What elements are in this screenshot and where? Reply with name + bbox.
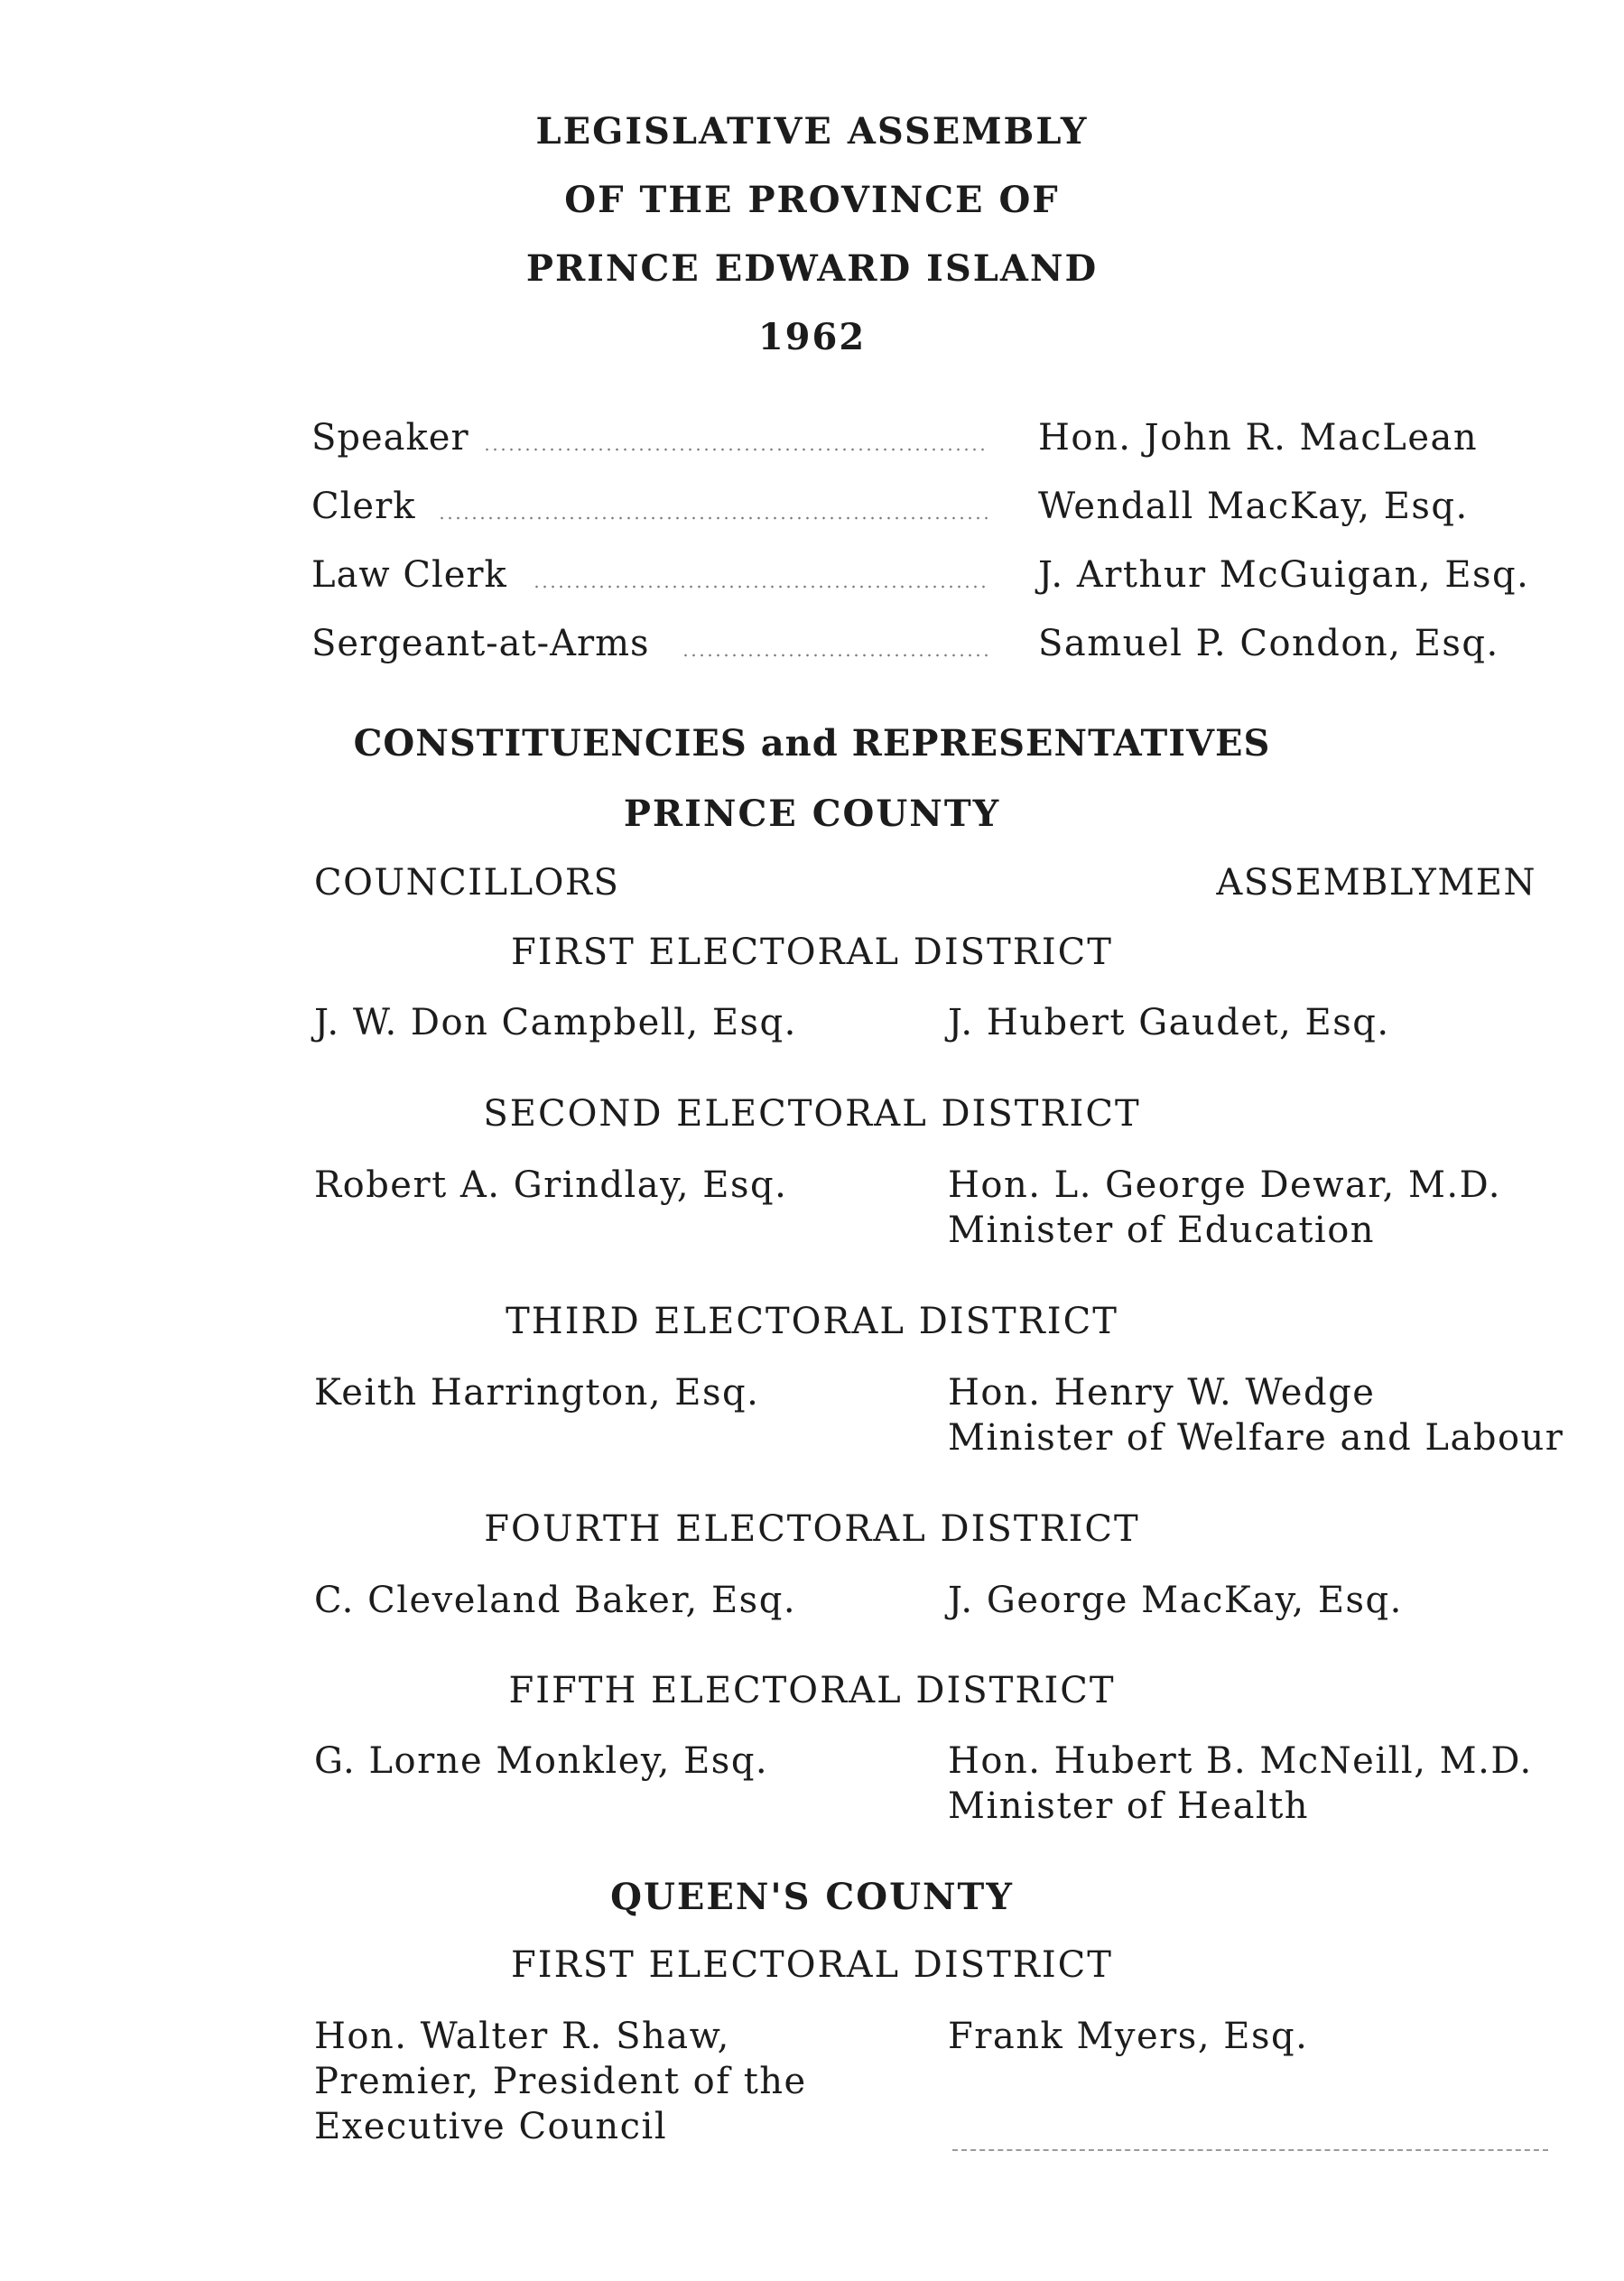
councillor-name: Robert A. Grindlay, Esq. <box>314 1164 788 1206</box>
officer-row-clerk <box>311 486 1539 533</box>
officer-name: Samuel P. Condon, Esq. <box>1038 623 1499 664</box>
assemblyman-role: Minister of Health <box>948 1785 1310 1827</box>
councillor-name: J. W. Don Campbell, Esq. <box>314 1002 797 1043</box>
officer-role: Sergeant-at-Arms <box>311 623 650 664</box>
councillor-role: Premier, President of the <box>314 2061 807 2102</box>
assemblymen-column-header: ASSEMBLYMEN <box>1216 862 1536 904</box>
assembly-title-line1: LEGISLATIVE ASSEMBLY <box>535 110 1089 153</box>
queens-county-title: QUEEN'S COUNTY <box>610 1876 1014 1918</box>
assemblyman-name: Hon. Hubert B. McNeill, M.D. <box>948 1740 1533 1782</box>
councillor-role: Executive Council <box>314 2106 668 2147</box>
district-title: THIRD ELECTORAL DISTRICT <box>506 1301 1118 1342</box>
officer-name: Wendall MacKay, Esq. <box>1038 486 1469 527</box>
councillor-name: C. Cleveland Baker, Esq. <box>314 1580 797 1621</box>
officer-row-speaker <box>311 417 1539 464</box>
district-title: FOURTH ELECTORAL DISTRICT <box>484 1508 1140 1550</box>
assemblyman-name: J. George MacKay, Esq. <box>948 1580 1403 1621</box>
assemblyman-role: Minister of Welfare and Labour <box>948 1417 1564 1459</box>
district-title: FIRST ELECTORAL DISTRICT <box>511 932 1113 973</box>
assemblyman-name: Hon. Henry W. Wedge <box>948 1372 1376 1414</box>
officer-role: Law Clerk <box>311 554 507 596</box>
page-bottom-rule <box>952 2149 1548 2151</box>
district-title: FIRST ELECTORAL DISTRICT <box>511 1944 1113 1986</box>
dot-leader <box>438 516 988 520</box>
assembly-title-line2: OF THE PROVINCE OF <box>564 179 1060 221</box>
dot-leader <box>533 585 988 589</box>
councillor-name: Keith Harrington, Esq. <box>314 1372 760 1414</box>
prince-county-title: PRINCE COUNTY <box>623 793 1001 835</box>
officer-row-sergeant-at-arms <box>311 623 1539 670</box>
district-title: SECOND ELECTORAL DISTRICT <box>483 1093 1141 1135</box>
assemblyman-name: Hon. L. George Dewar, M.D. <box>948 1164 1501 1206</box>
officer-name: Hon. John R. MacLean <box>1038 417 1479 459</box>
assemblyman-name: Frank Myers, Esq. <box>948 2016 1309 2057</box>
assembly-year: 1962 <box>757 316 867 358</box>
dot-leader <box>483 448 988 451</box>
councillors-column-header: COUNCILLORS <box>314 862 620 904</box>
officer-row-law-clerk <box>311 554 1539 601</box>
assemblyman-name: J. Hubert Gaudet, Esq. <box>948 1002 1390 1043</box>
assembly-title-line3: PRINCE EDWARD ISLAND <box>525 247 1099 290</box>
councillor-name: G. Lorne Monkley, Esq. <box>314 1740 769 1782</box>
officer-role: Clerk <box>311 486 416 527</box>
dot-leader <box>682 654 988 657</box>
district-title: FIFTH ELECTORAL DISTRICT <box>508 1670 1116 1711</box>
section-title: CONSTITUENCIES and REPRESENTATIVES <box>353 722 1271 765</box>
officer-role: Speaker <box>311 417 469 459</box>
assemblyman-role: Minister of Education <box>948 1210 1376 1251</box>
officer-name: J. Arthur McGuigan, Esq. <box>1038 554 1530 596</box>
councillor-name: Hon. Walter R. Shaw, <box>314 2016 730 2057</box>
